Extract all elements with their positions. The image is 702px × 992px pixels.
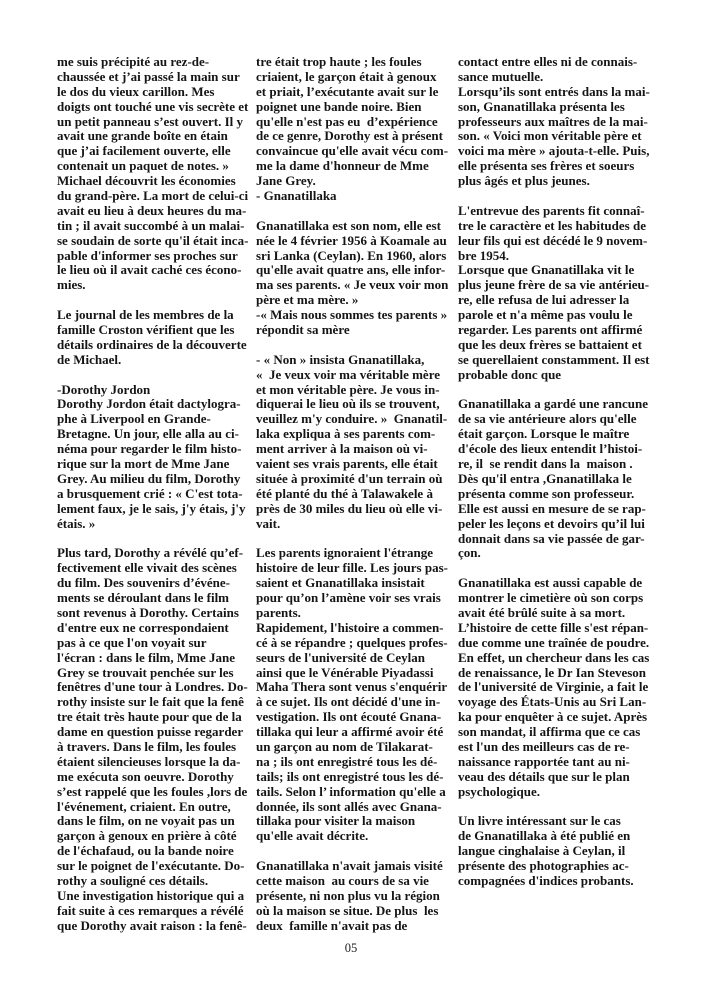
text-line: veuillez m'y conduire. » Gnanatil- (256, 411, 448, 427)
text-line: -Dorothy Jordon (57, 381, 151, 397)
text-line: ments se déroulant dans le film (57, 590, 230, 606)
text-line: étaient silencieuses lorsque la da- (57, 753, 241, 769)
text-line: le lieu où il avait caché ces écono- (57, 262, 242, 278)
text-line: - Gnanatillaka (256, 188, 337, 204)
text-line: En effet, un chercheur dans les cas (458, 649, 650, 665)
text-line: me la dame d'honneur de Mme (256, 158, 429, 174)
text-line: dame en question puisse regarder (57, 724, 244, 740)
text-line: avait été brûlé suite à sa mort. (458, 604, 626, 620)
text-line: vait. (256, 515, 281, 531)
text-line: donnée, ils sont allés avec Gnana- (256, 798, 442, 814)
text-line: Michael découvrit les économies (57, 173, 236, 189)
text-line: criaient, le garçon était à genoux (256, 68, 437, 84)
page-number: 05 (344, 941, 358, 955)
text-line: sance mutuelle. (458, 68, 544, 84)
text-line: été planté du thé à Talawakele à (256, 485, 433, 501)
text-column-1 (57, 55, 249, 934)
blank-line (458, 189, 658, 204)
text-line: tillaka pour visiter la maison (256, 813, 416, 829)
text-line: Maha Thera sont venus s'enquérir (256, 679, 448, 695)
text-line: contenait un paquet de notes. » (57, 158, 229, 174)
text-line: rothy insiste sur le fait que la fenê (57, 694, 244, 710)
text-line: regarder. Les parents ont affirmé (458, 322, 643, 338)
text-line: tre était trop haute ; les foules (256, 54, 422, 69)
blank-line (256, 204, 452, 219)
text-line: histoire de leur fille. Les jours pas- (256, 560, 448, 576)
text-line: s’est rappelé que les foules ,lors de (57, 783, 248, 799)
text-line: -« Mais nous sommes tes parents » (256, 307, 448, 323)
text-line: située à proximité d'un terrain où (256, 470, 443, 486)
text-line: Gnanatillaka a gardé une rancune (458, 396, 648, 412)
text-line: à travers. Dans le film, les foules (57, 738, 237, 754)
text-line: Bretagne. Un jour, elle alla au ci- (57, 426, 239, 442)
text-column-2 (256, 55, 452, 934)
text-line: son. « Voici mon véritable père et (458, 128, 642, 144)
text-line: où la maison se situe. De plus les (256, 902, 439, 918)
text-line: l'écran : dans le film, Mme Jane (57, 649, 235, 665)
text-line: cette maison au cours de sa vie (256, 872, 429, 888)
text-line: plus jeune frère de sa vie antérieu- (458, 277, 650, 293)
text-line: leur fils qui est décédé le 9 novem- (458, 232, 648, 248)
blank-line (57, 532, 249, 547)
text-line: dans le film, on ne voyait pas un (57, 813, 235, 829)
text-line: de sa vie antérieure alors qu'elle (458, 411, 637, 427)
text-line: et priait, l’exécutante avait sur le (256, 83, 439, 99)
text-line: avait une grande boîte en étain (57, 128, 228, 144)
text-line: que Dorothy avait raison : la fenê- (57, 917, 247, 933)
text-line: veau des détails que sur le plan (458, 768, 630, 784)
blank-line (256, 532, 452, 547)
text-line: de Michael. (57, 351, 122, 367)
text-line: de renaissance, le Dr Ian Steveson (458, 664, 647, 680)
text-line: contact entre elles ni de connais- (458, 54, 638, 69)
text-line: Grey se trouvait penchée sur les (57, 664, 234, 680)
text-line: présente des photographies ac- (458, 858, 629, 874)
text-line: vestigation. Ils ont écouté Gnana- (256, 709, 442, 725)
text-line: fait suite à ces remarques a révélé (57, 902, 244, 918)
text-line: un petit panneau s’est ouvert. Il y (57, 113, 243, 129)
text-line: père et ma mère. » (256, 292, 359, 308)
text-line: vaient ses vrais parents, elle était (256, 456, 438, 472)
text-line: détails ordinaires de la découverte (57, 336, 247, 352)
text-line: - « Non » insista Gnanatillaka, (256, 351, 425, 367)
text-line: était garçon. Lorsque le maître (458, 426, 630, 442)
text-line: Elle est aussi en mesure de se rap- (458, 500, 646, 516)
text-line: Les parents ignoraient l'étrange (256, 545, 434, 561)
text-line: me suis précipité au rez-de- (57, 54, 210, 69)
text-line: néma pour regarder le film histo- (57, 441, 242, 457)
text-line: professeurs aux maîtres de la mai- (458, 113, 648, 129)
text-line: cé à se répandre ; quelques profes- (256, 634, 448, 650)
blank-line (256, 844, 452, 859)
text-line: près de 30 miles du lieu où elle vi- (256, 500, 443, 516)
blank-line (256, 338, 452, 353)
text-line: tre le caractère et les habitudes de (458, 217, 646, 233)
text-line: re, il se rendit dans la maison . (458, 456, 633, 472)
text-line: psychologique. (458, 783, 540, 799)
text-line: avait eu lieu à deux heures du ma- (57, 202, 247, 218)
text-line: l'événement, criaient. En outre, (57, 798, 231, 814)
text-line: à ce sujet. Ils ont décidé d'une in- (256, 694, 441, 710)
text-line: tin ; il avait succombé à un malai- (57, 217, 245, 233)
blank-line (57, 293, 249, 308)
text-line: pable d'informer ses proches sur (57, 247, 238, 263)
text-column-3 (458, 55, 658, 889)
text-line: étais. » (57, 515, 96, 531)
text-line: le dos du vieux carillon. Mes (57, 83, 215, 99)
text-line: répondit sa mère (256, 322, 350, 338)
text-line: elle présenta ses frères et soeurs (458, 158, 635, 174)
text-line: que les deux frères se battaient et (458, 336, 642, 352)
text-line: diquerai le lieu où ils se trouvent, (256, 396, 440, 412)
text-line: ma ses parents. « Je veux voir mon (256, 277, 449, 293)
text-line: Plus tard, Dorothy a révélé qu’ef- (57, 545, 244, 561)
text-line: deux famille n'avait pas de (256, 917, 408, 933)
blank-line (458, 561, 658, 576)
text-line: présenta comme son professeur. (458, 485, 635, 501)
text-line: Gnanatillaka est aussi capable de (458, 575, 643, 591)
text-line: L’histoire de cette fille s'est répan- (458, 619, 649, 635)
text-line: rothy a souligné ces détails. (57, 872, 209, 888)
text-line: « Je veux voir ma véritable mère (256, 366, 440, 382)
text-line: poignet une bande noire. Bien (256, 98, 422, 114)
text-line: mies. (57, 277, 86, 293)
text-line: voici ma mère » ajouta-t-elle. Puis, (458, 143, 650, 159)
blank-line (458, 383, 658, 398)
blank-line (458, 800, 658, 815)
text-line: Gnanatillaka n'avait jamais visité (256, 858, 443, 874)
text-line: et mon véritable père. Je vous in- (256, 381, 440, 397)
text-line: sri Lanka (Ceylan). En 1960, alors (256, 247, 447, 263)
text-line: un garçon au nom de Tilakarat- (256, 738, 433, 754)
text-line: me exécuta son oeuvre. Dorothy (57, 768, 234, 784)
text-line: du grand-père. La mort de celui-ci (57, 188, 249, 204)
text-line: parents. (256, 604, 301, 620)
text-line: née le 4 février 1956 à Koamale au (256, 232, 447, 248)
text-line: montrer le cimetière où son corps (458, 590, 644, 606)
text-line: pour qu’on l’amène voir ses vrais (256, 590, 441, 606)
text-line: rique sur la mort de Mme Jane (57, 456, 230, 472)
text-line: se soudain de sorte qu'il était inca- (57, 232, 249, 248)
text-line: Grey. Au milieu du film, Dorothy (57, 470, 241, 486)
text-line: çon. (458, 545, 481, 561)
text-line: présente, ni non plus vu la région (256, 887, 440, 903)
text-line: langue cinghalaise à Ceylan, il (458, 843, 626, 859)
text-line: Rapidement, l'histoire a commen- (256, 619, 444, 635)
blank-line (57, 368, 249, 383)
text-line: garçon à genoux en prière à côté (57, 828, 237, 844)
text-line: Un livre intéressant sur le cas (458, 813, 621, 829)
text-line: lement faux, je le sais, j'y étais, j'y (57, 500, 246, 516)
text-line: laka expliqua à ses parents com- (256, 426, 436, 442)
text-line: donnait dans sa vie passée de gar- (458, 530, 645, 546)
text-line: Lorsque que Gnanatillaka vit le (458, 262, 635, 278)
text-line: ka pour enquêter à ce sujet. Après (458, 709, 648, 725)
text-line: tillaka qui leur a affirmé avoir été (256, 724, 444, 740)
text-line: que j’ai facilement ouverte, elle (57, 143, 231, 159)
text-line: probable donc que (458, 366, 562, 382)
text-line: son mandat, il affirma que ce cas (458, 724, 641, 740)
text-line: bre 1954. (458, 247, 510, 263)
text-line: due comme une traînée de poudre. (458, 634, 650, 650)
text-line: son, Gnanatillaka présenta les (458, 98, 625, 114)
text-line: na ; ils ont enregistré tous les dé- (256, 753, 438, 769)
text-line: fenêtres d'une tour à Londres. Do- (57, 679, 248, 695)
text-line: qu'elle n'est pas eu d’expérience (256, 113, 438, 129)
text-line: tails. Selon l’ information qu'elle a (256, 783, 446, 799)
text-line: re, elle refusa de lui adresser la (458, 292, 630, 308)
text-line: Jane Grey. (256, 173, 316, 189)
text-line: convaincue qu'elle avait vécu com- (256, 143, 449, 159)
text-line: naissance rapportée tant au ni- (458, 753, 630, 769)
text-line: voyage des États-Unis au Sri Lan- (458, 694, 647, 710)
text-line: qu'elle avait quatre ans, elle infor- (256, 262, 446, 278)
text-line: tre était très haute pour que de la (57, 709, 242, 725)
text-line: saient et Gnanatillaka insistait (256, 575, 425, 591)
text-line: qu'elle avait décrite. (256, 828, 369, 844)
text-line: chaussée et j’ai passé la main sur (57, 68, 240, 84)
text-line: tails; ils ont enregistré tous les dé- (256, 768, 444, 784)
text-line: de l'université de Virginie, a fait le (458, 679, 649, 695)
text-line: doigts ont touché une vis secrète et (57, 98, 249, 114)
text-line: sont revenus à Dorothy. Certains (57, 604, 239, 620)
text-line: Le journal de les membres de la (57, 307, 234, 323)
text-line: fectivement elle vivait des scènes (57, 560, 237, 576)
text-line: Dorothy Jordon était dactylogra- (57, 396, 241, 412)
text-line: du film. Des souvenirs d’événe- (57, 575, 230, 591)
text-line: Une investigation historique qui a (57, 887, 245, 903)
text-line: Lorsqu’ils sont entrés dans la mai- (458, 83, 650, 99)
text-line: phe à Liverpool en Grande- (57, 411, 211, 427)
text-line: compagnées d'indices probants. (458, 872, 634, 888)
text-line: ment arriver à la maison où vi- (256, 441, 428, 457)
text-line: parole et n'a même pas voulu le (458, 307, 633, 323)
text-line: est l'un des meilleurs cas de re- (458, 738, 630, 754)
text-line: ainsi que le Vénérable Piyadassi (256, 664, 434, 680)
text-line: L'entrevue des parents fit connaî- (458, 202, 645, 218)
text-line: seurs de l'université de Ceylan (256, 649, 425, 665)
text-line: Gnanatillaka est son nom, elle est (256, 217, 441, 233)
text-line: de l'échafaud, ou la bande noire (57, 843, 234, 859)
text-line: se querellaient constamment. Il est (458, 351, 650, 367)
text-line: sur le poignet de l'exécutante. Do- (57, 858, 245, 874)
text-line: plus âgés et plus jeunes. (458, 173, 590, 189)
text-line: a brusquement crié : « C'est tota- (57, 485, 243, 501)
text-line: Dès qu'il entra ,Gnanatillaka le (458, 470, 632, 486)
text-line: d'entre eux ne correspondaient (57, 619, 229, 635)
text-line: famille Croston vérifient que les (57, 322, 235, 338)
text-line: pas à ce que l'on voyait sur (57, 634, 207, 650)
text-line: d'école des lieux entendit l’histoi- (458, 441, 643, 457)
text-line: peler les leçons et devoirs qu’il lui (458, 515, 645, 531)
text-line: de Gnanatillaka à été publié en (458, 828, 631, 844)
text-line: de ce genre, Dorothy est à présent (256, 128, 443, 144)
